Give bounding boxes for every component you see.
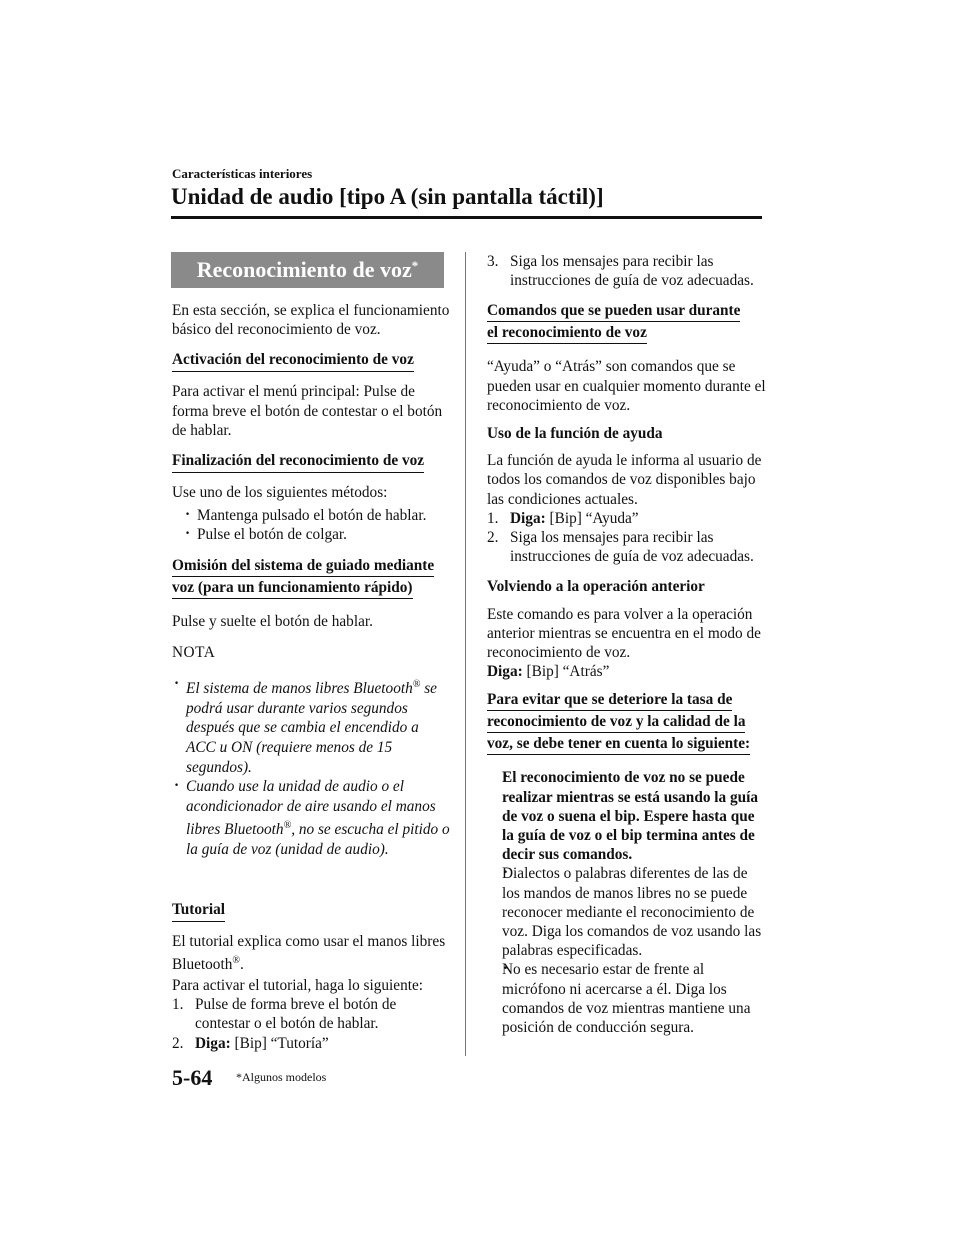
tutorial-text <box>172 932 452 975</box>
step-text: Siga los mensajes para recibir las instrucciones de guía de voz adecuadas. <box>510 253 754 290</box>
note-item-2 <box>174 777 452 859</box>
section-banner <box>171 252 444 288</box>
intro-text: En esta sección, se explica el funcionamiento básico del reconocimiento de voz. <box>172 302 450 339</box>
step-text: Siga los mensajes para recibir las instrucciones de guía de voz adecuadas. <box>510 529 754 566</box>
tutorial-heading: Tutorial <box>172 900 225 922</box>
title-rule <box>171 216 762 219</box>
help-step-2 <box>487 528 769 566</box>
note-2-text-b: , no se escucha el pitido o la guía de voz (unidad de audio). <box>186 821 450 858</box>
step-number: 2. <box>172 1034 184 1052</box>
section-label: Características interiores <box>172 166 313 181</box>
skip-heading <box>172 556 434 602</box>
skip-heading-line-2: voz (para un funcionamiento rápido) <box>172 578 413 599</box>
banner-asterisk: * <box>411 258 419 274</box>
page-number: 5-64 <box>172 1065 213 1090</box>
end-heading: Finalización del reconocimiento de voz <box>172 451 424 473</box>
note-1-text-a: El sistema de manos libres Bluetooth <box>186 680 413 698</box>
step-number: 1. <box>172 996 184 1014</box>
commands-text: “Ayuda” o “Atrás” son comandos que se pueden usar en cualquier momento durante el reconocimiento de voz. <box>487 358 766 414</box>
chapter-title: Unidad de audio [tipo A (sin pantalla táctil)] <box>171 184 604 209</box>
step-text: [Bip] “Tutoría” <box>230 1034 329 1052</box>
help-heading: Uso de la función de ayuda <box>487 425 663 443</box>
tutorial-step-1 <box>172 995 452 1033</box>
rate-heading-line-1: Para evitar que se deteriore la tasa de <box>487 690 732 711</box>
note-item-1 <box>174 675 452 777</box>
footnote: *Algunos modelos <box>236 1070 327 1084</box>
registered-mark: ® <box>232 954 240 966</box>
registered-mark: ® <box>283 820 292 832</box>
note-block <box>172 675 452 860</box>
rate-item-1: · El reconocimiento de voz no se puede realizar mientras se está usando la guía de voz o suena el bip. Espere hasta que la guía de voz o el bip termina antes de decir sus comandos. <box>490 768 769 864</box>
tutorial-step-2 <box>172 1034 452 1053</box>
step-number: 1. <box>487 509 499 527</box>
back-text: Este comando es para volver a la operación anterior mientras se encuentra en el modo de reconocimiento de voz. <box>487 605 761 662</box>
right-column <box>487 252 769 1037</box>
column-divider <box>465 252 466 1056</box>
rate-item-3: · No es necesario estar de frente al micrófono ni acercarse a él. Diga los comandos de voz mientras mantiene una posición de conducción segura. <box>490 960 769 1037</box>
commands-heading-line-1: Comandos que se pueden usar durante <box>487 301 740 322</box>
tutorial-text-b: . <box>239 955 244 973</box>
rate-item-2: · Dialectos o palabras diferentes de las de los mandos de manos libres no se puede reconocer mediante el reconocimiento de voz. Diga los comandos de voz usando las palabras especificadas. <box>490 864 769 960</box>
step-text: Pulse de forma breve el botón de contestar o el botón de hablar. <box>195 996 397 1033</box>
commands-heading <box>487 301 740 347</box>
commands-heading-line-2: el reconocimiento de voz <box>487 323 647 344</box>
say-label: Diga: <box>195 1034 231 1052</box>
activation-text: Para activar el menú principal: Pulse de forma breve el botón de contestar o el botón de hablar. <box>172 383 443 439</box>
note-label: NOTA <box>172 643 216 661</box>
banner-title: Reconocimiento de voz <box>196 257 412 283</box>
rate-heading-line-3: voz, se debe tener en cuenta lo siguiente: <box>487 734 750 755</box>
end-item-1: · Mantenga pulsado el botón de hablar. <box>172 506 452 525</box>
back-say <box>487 662 769 681</box>
step-text: [Bip] “Ayuda” <box>545 509 639 527</box>
help-text: La función de ayuda le informa al usuario de todos los comandos de voz disponibles bajo las condiciones actuales. <box>487 452 762 508</box>
activation-heading: Activación del reconocimiento de voz <box>172 350 414 372</box>
say-label: Diga: <box>510 509 546 527</box>
end-item-2: · Pulse el botón de colgar. <box>172 525 452 544</box>
help-step-1 <box>487 509 769 528</box>
back-heading: Volviendo a la operación anterior <box>487 578 705 596</box>
skip-heading-line-1: Omisión del sistema de guiado mediante <box>172 556 434 577</box>
tutorial-text-a: El tutorial explica como usar el manos libres Bluetooth <box>172 932 446 973</box>
skip-text: Pulse y suelte el botón de hablar. <box>172 612 373 630</box>
registered-mark: ® <box>412 679 421 691</box>
left-column <box>172 252 452 1053</box>
step-number: 2. <box>487 529 499 547</box>
back-say-text: [Bip] “Atrás” <box>522 663 610 681</box>
tutorial-step-3 <box>487 252 769 290</box>
note-1-text-b: se podrá usar durante varios segundos después que se cambia el encendido a ACC u ON (requiere menos de 15 segundos). <box>186 680 437 776</box>
say-label: Diga: <box>487 663 523 681</box>
rate-heading <box>487 690 750 758</box>
step-number: 3. <box>487 253 499 270</box>
note-2-text-a: Cuando use la unidad de audio o el acondicionador de aire usando el manos libres Bluetooth <box>186 778 436 839</box>
end-text: Use uno de los siguientes métodos: <box>172 484 388 502</box>
tutorial-instruction: Para activar el tutorial, haga lo siguiente: <box>172 977 424 995</box>
rate-heading-line-2: reconocimiento de voz y la calidad de la <box>487 712 745 733</box>
